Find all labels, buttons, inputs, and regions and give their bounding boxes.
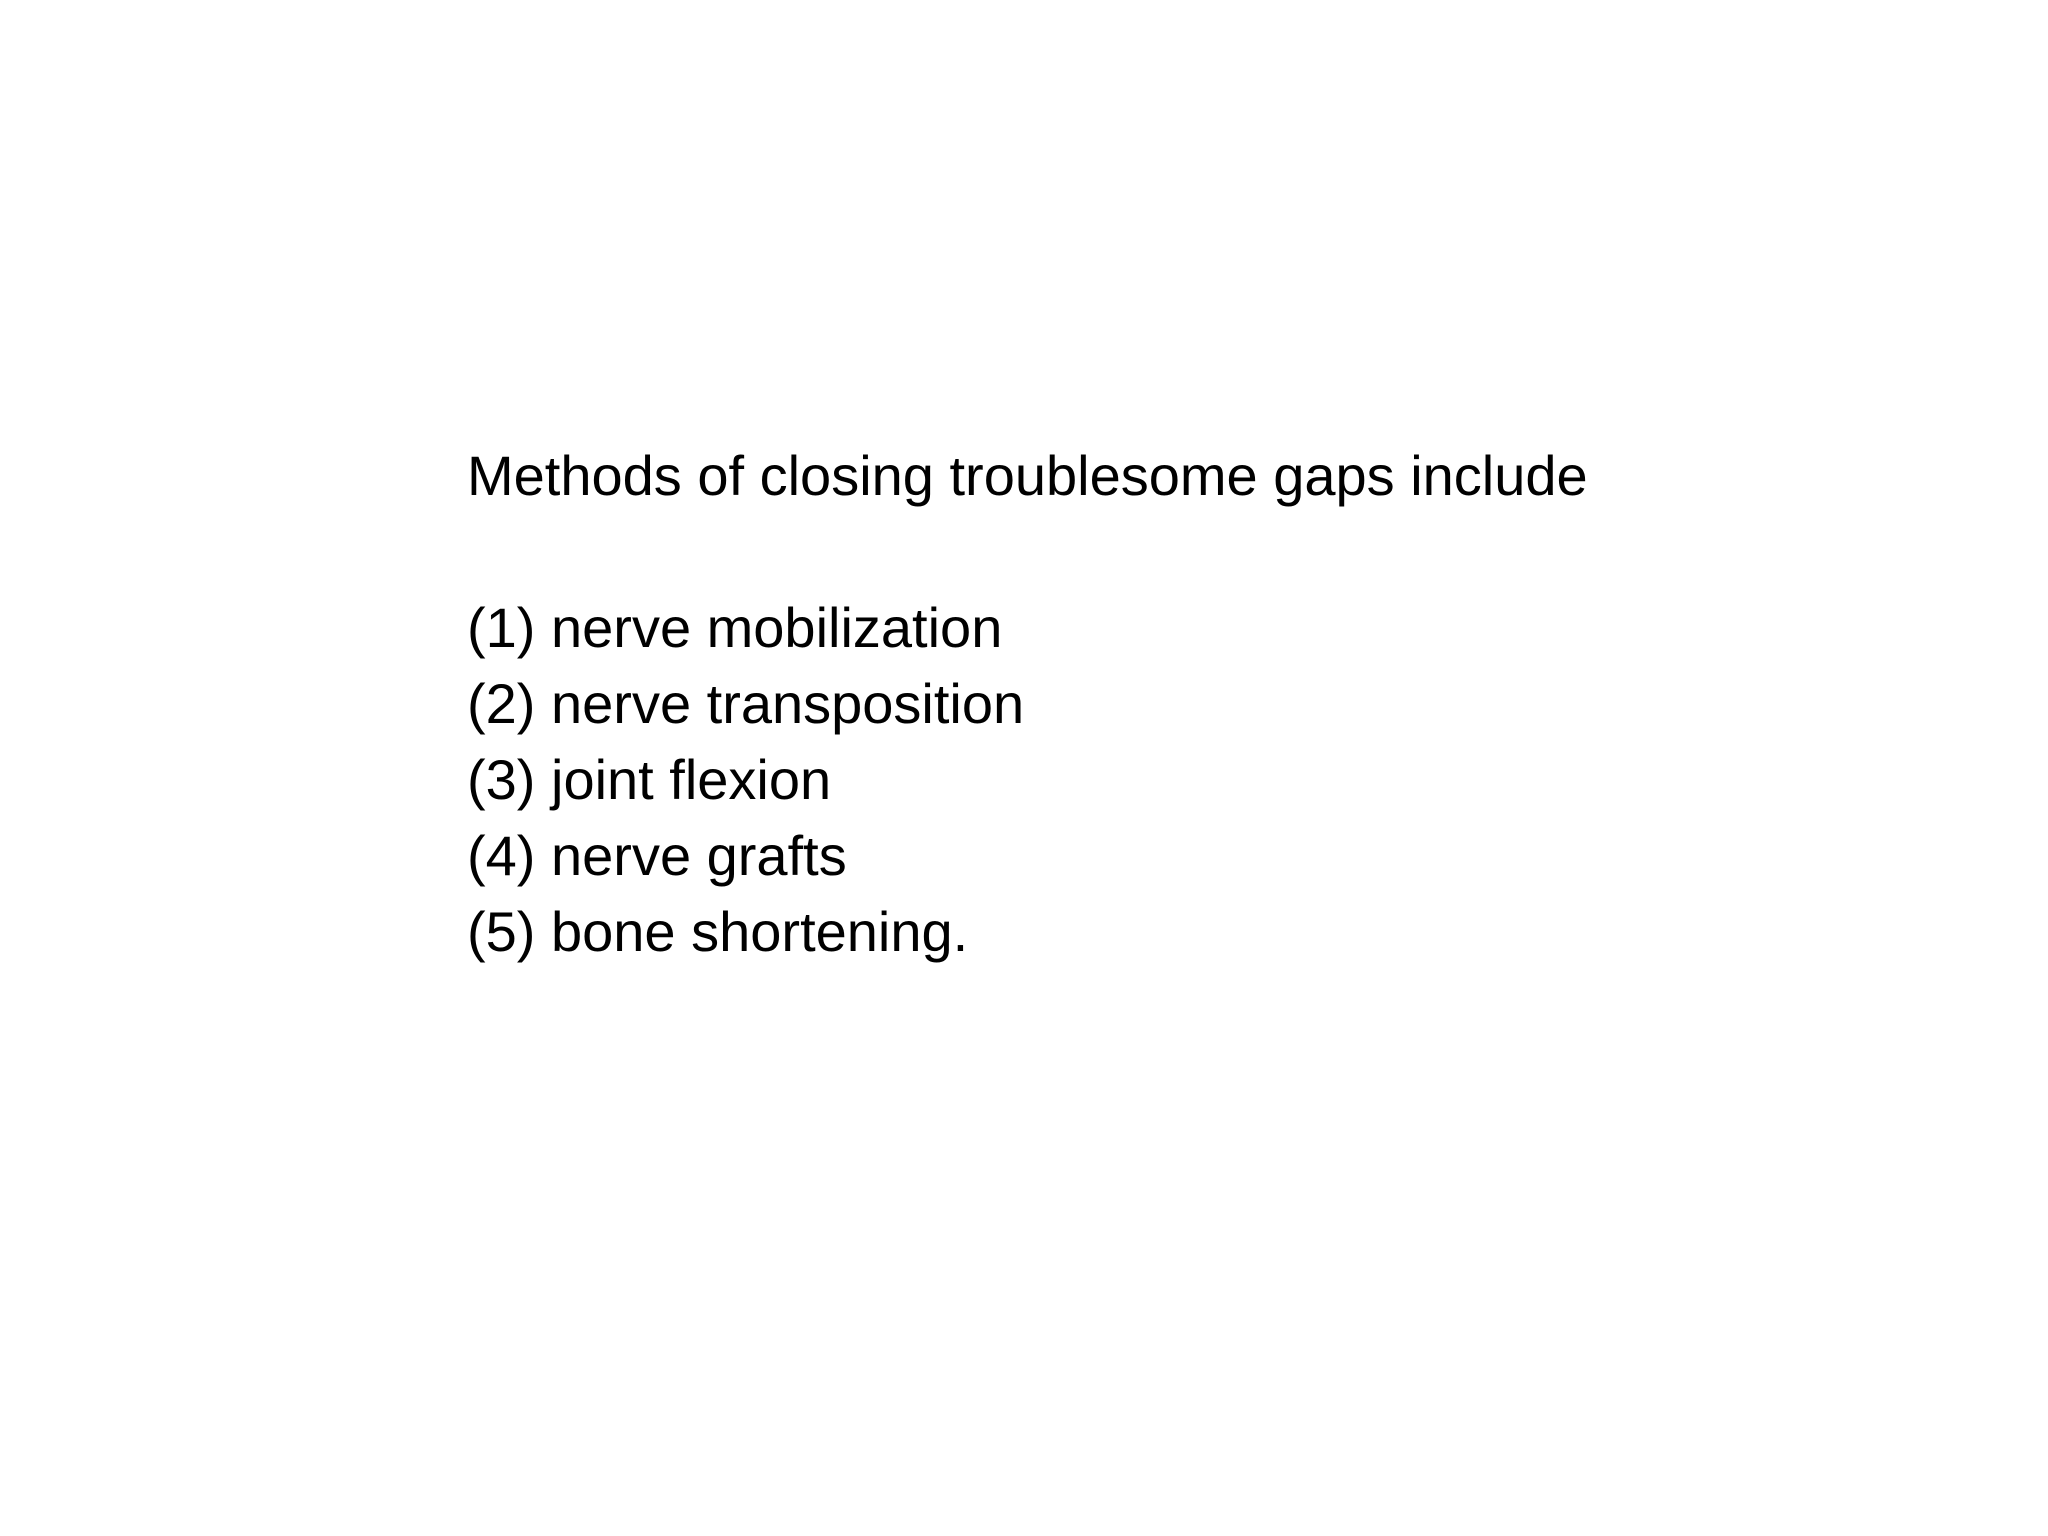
list-item: (1) nerve mobilization (467, 596, 1003, 659)
blank-line (467, 514, 1588, 590)
list-item: (2) nerve transposition (467, 672, 1025, 735)
intro-text: Methods of closing troublesome gaps include (467, 444, 1588, 507)
methods-list (467, 590, 1588, 970)
list-item: (5) bone shortening. (467, 900, 969, 963)
list-item: (4) nerve grafts (467, 824, 847, 887)
list-item: (3) joint flexion (467, 748, 832, 811)
slide-text-block (467, 438, 1588, 970)
